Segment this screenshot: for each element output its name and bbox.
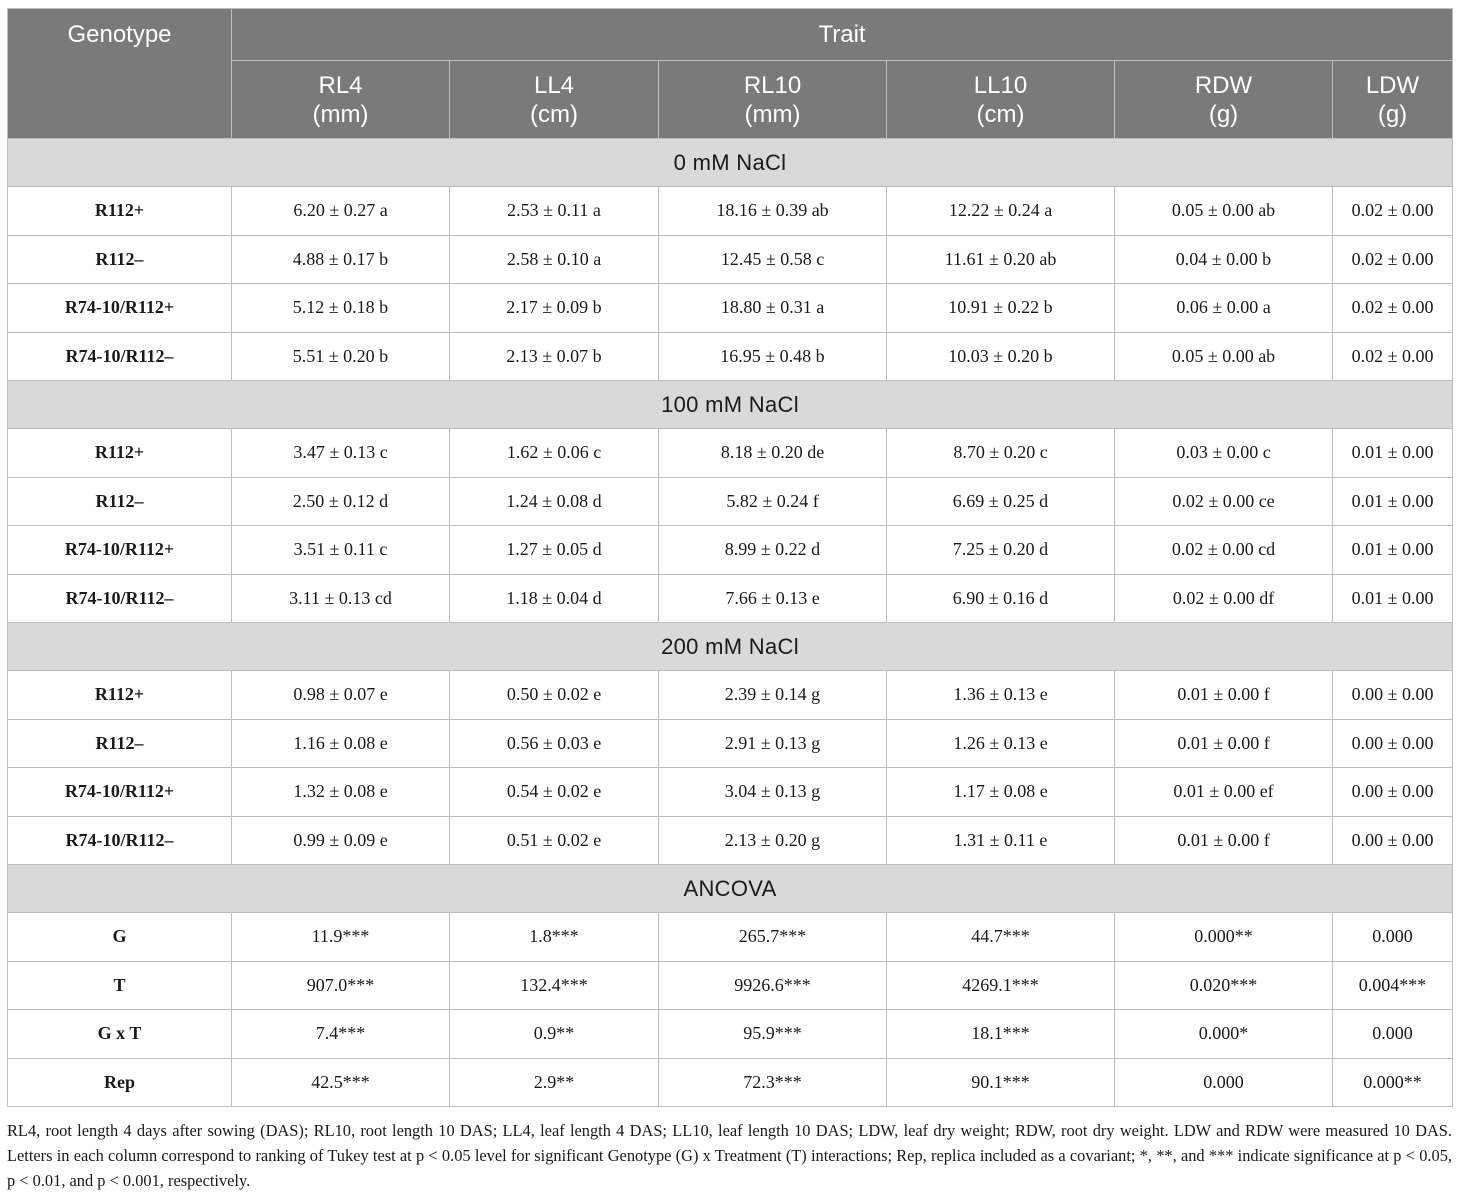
value-cell: 0.02 ± 0.00 (1333, 332, 1453, 381)
value-cell: 5.82 ± 0.24 f (659, 477, 887, 526)
value-cell: 2.91 ± 0.13 g (659, 719, 887, 768)
value-cell: 1.31 ± 0.11 e (887, 816, 1115, 865)
value-cell: 95.9*** (659, 1010, 887, 1059)
section-title: 100 mM NaCl (8, 381, 1453, 429)
trait-header: Trait (232, 9, 1453, 61)
value-cell: 6.69 ± 0.25 d (887, 477, 1115, 526)
value-cell: 3.11 ± 0.13 cd (232, 574, 450, 623)
table-row (8, 235, 1453, 284)
value-cell: 1.27 ± 0.05 d (450, 526, 659, 575)
table-body (8, 139, 1453, 1107)
value-cell: 4.88 ± 0.17 b (232, 235, 450, 284)
value-cell: 2.53 ± 0.11 a (450, 187, 659, 236)
value-cell: 8.18 ± 0.20 de (659, 429, 887, 478)
table-row (8, 284, 1453, 333)
table-row (8, 768, 1453, 817)
column-header-rl10 (659, 61, 887, 139)
genotype-cell: R74-10/R112– (8, 332, 232, 381)
value-cell: 2.17 ± 0.09 b (450, 284, 659, 333)
value-cell: 1.36 ± 0.13 e (887, 671, 1115, 720)
value-cell: 18.1*** (887, 1010, 1115, 1059)
value-cell: 5.12 ± 0.18 b (232, 284, 450, 333)
value-cell: 0.02 ± 0.00 cd (1115, 526, 1333, 575)
value-cell: 1.17 ± 0.08 e (887, 768, 1115, 817)
value-cell: 3.51 ± 0.11 c (232, 526, 450, 575)
value-cell: 3.47 ± 0.13 c (232, 429, 450, 478)
table-row (8, 1058, 1453, 1107)
value-cell: 265.7*** (659, 913, 887, 962)
genotype-cell: R112+ (8, 187, 232, 236)
column-name: LL4 (533, 71, 575, 99)
value-cell: 2.13 ± 0.07 b (450, 332, 659, 381)
value-cell: 0.00 ± 0.00 (1333, 719, 1453, 768)
genotype-cell: R112+ (8, 671, 232, 720)
table-row (8, 816, 1453, 865)
value-cell: 0.54 ± 0.02 e (450, 768, 659, 817)
genotype-cell: R74-10/R112+ (8, 284, 232, 333)
value-cell: 12.22 ± 0.24 a (887, 187, 1115, 236)
genotype-cell: R112– (8, 235, 232, 284)
value-cell: 0.02 ± 0.00 ce (1115, 477, 1333, 526)
table-row (8, 913, 1453, 962)
value-cell: 1.26 ± 0.13 e (887, 719, 1115, 768)
value-cell: 2.58 ± 0.10 a (450, 235, 659, 284)
column-name: LL10 (973, 71, 1028, 99)
value-cell: 0.04 ± 0.00 b (1115, 235, 1333, 284)
column-header-rl4 (232, 61, 450, 139)
value-cell: 0.02 ± 0.00 (1333, 187, 1453, 236)
value-cell: 18.16 ± 0.39 ab (659, 187, 887, 236)
value-cell: 0.50 ± 0.02 e (450, 671, 659, 720)
value-cell: 42.5*** (232, 1058, 450, 1107)
value-cell: 1.24 ± 0.08 d (450, 477, 659, 526)
value-cell: 8.70 ± 0.20 c (887, 429, 1115, 478)
table-row (8, 187, 1453, 236)
column-unit: (g) (1208, 100, 1239, 128)
section-title: 200 mM NaCl (8, 623, 1453, 671)
value-cell: 1.18 ± 0.04 d (450, 574, 659, 623)
column-unit: (mm) (744, 100, 801, 128)
section-row (8, 381, 1453, 429)
table-row (8, 332, 1453, 381)
value-cell: 6.20 ± 0.27 a (232, 187, 450, 236)
value-cell: 0.02 ± 0.00 (1333, 284, 1453, 333)
column-unit: (cm) (976, 100, 1025, 128)
column-header-ll10 (887, 61, 1115, 139)
genotype-cell: G (8, 913, 232, 962)
value-cell: 0.05 ± 0.00 ab (1115, 332, 1333, 381)
value-cell: 0.98 ± 0.07 e (232, 671, 450, 720)
trait-table (7, 8, 1453, 1107)
value-cell: 5.51 ± 0.20 b (232, 332, 450, 381)
value-cell: 2.13 ± 0.20 g (659, 816, 887, 865)
value-cell: 0.51 ± 0.02 e (450, 816, 659, 865)
genotype-cell: R74-10/R112+ (8, 768, 232, 817)
value-cell: 0.01 ± 0.00 (1333, 429, 1453, 478)
value-cell: 0.05 ± 0.00 ab (1115, 187, 1333, 236)
table-row (8, 961, 1453, 1010)
value-cell: 0.004*** (1333, 961, 1453, 1010)
value-cell: 2.50 ± 0.12 d (232, 477, 450, 526)
value-cell: 0.01 ± 0.00 f (1115, 719, 1333, 768)
table-footnote: RL4, root length 4 days after sowing (DAS); RL10, root length 10 DAS; LL4, leaf length 4 DAS; LL10, leaf length 10 DAS; LDW, leaf dry weight; RDW, root dry weight. LDW and RDW were measured 10 DAS. Letters in each column correspond to ranking of Tukey test at p < 0.05 level for significant Genotype (G) x Treatment (T) interactions; Rep, replica included as a covariant; *, **, and *** indicate significance at p < 0.05, p < 0.01, and p < 0.001, respectively. (7, 1121, 1452, 1190)
value-cell: 8.99 ± 0.22 d (659, 526, 887, 575)
column-unit: (mm) (312, 100, 369, 128)
value-cell: 16.95 ± 0.48 b (659, 332, 887, 381)
value-cell: 10.91 ± 0.22 b (887, 284, 1115, 333)
value-cell: 2.9** (450, 1058, 659, 1107)
value-cell: 1.8*** (450, 913, 659, 962)
value-cell: 18.80 ± 0.31 a (659, 284, 887, 333)
value-cell: 11.9*** (232, 913, 450, 962)
value-cell: 6.90 ± 0.16 d (887, 574, 1115, 623)
value-cell: 0.00 ± 0.00 (1333, 768, 1453, 817)
table-row (8, 526, 1453, 575)
column-name: RL10 (743, 71, 802, 99)
value-cell: 0.000** (1115, 913, 1333, 962)
genotype-cell: R112– (8, 719, 232, 768)
value-cell: 9926.6*** (659, 961, 887, 1010)
value-cell: 7.4*** (232, 1010, 450, 1059)
value-cell: 3.04 ± 0.13 g (659, 768, 887, 817)
genotype-header: Genotype (8, 9, 232, 139)
column-name: RL4 (318, 71, 363, 99)
section-title: ANCOVA (8, 865, 1453, 913)
table-row (8, 429, 1453, 478)
value-cell: 0.000 (1115, 1058, 1333, 1107)
value-cell: 0.01 ± 0.00 ef (1115, 768, 1333, 817)
value-cell: 0.01 ± 0.00 (1333, 477, 1453, 526)
column-header-rdw (1115, 61, 1333, 139)
value-cell: 7.25 ± 0.20 d (887, 526, 1115, 575)
value-cell: 0.06 ± 0.00 a (1115, 284, 1333, 333)
table-row (8, 1010, 1453, 1059)
value-cell: 0.01 ± 0.00 f (1115, 671, 1333, 720)
table-row (8, 719, 1453, 768)
value-cell: 44.7*** (887, 913, 1115, 962)
value-cell: 4269.1*** (887, 961, 1115, 1010)
value-cell: 0.000 (1333, 913, 1453, 962)
value-cell: 90.1*** (887, 1058, 1115, 1107)
value-cell: 0.000* (1115, 1010, 1333, 1059)
table-row (8, 574, 1453, 623)
section-title: 0 mM NaCl (8, 139, 1453, 187)
value-cell: 0.00 ± 0.00 (1333, 816, 1453, 865)
genotype-cell: R74-10/R112– (8, 816, 232, 865)
column-header-ll4 (450, 61, 659, 139)
column-name: LDW (1365, 71, 1420, 99)
genotype-cell: Rep (8, 1058, 232, 1107)
value-cell: 0.020*** (1115, 961, 1333, 1010)
value-cell: 0.01 ± 0.00 (1333, 526, 1453, 575)
value-cell: 1.32 ± 0.08 e (232, 768, 450, 817)
value-cell: 10.03 ± 0.20 b (887, 332, 1115, 381)
value-cell: 132.4*** (450, 961, 659, 1010)
genotype-cell: R74-10/R112– (8, 574, 232, 623)
column-unit: (g) (1377, 100, 1408, 128)
table-row (8, 477, 1453, 526)
value-cell: 0.000** (1333, 1058, 1453, 1107)
value-cell: 72.3*** (659, 1058, 887, 1107)
value-cell: 1.16 ± 0.08 e (232, 719, 450, 768)
value-cell: 0.01 ± 0.00 f (1115, 816, 1333, 865)
value-cell: 7.66 ± 0.13 e (659, 574, 887, 623)
section-row (8, 623, 1453, 671)
value-cell: 0.00 ± 0.00 (1333, 671, 1453, 720)
genotype-cell: G x T (8, 1010, 232, 1059)
genotype-cell: R74-10/R112+ (8, 526, 232, 575)
value-cell: 0.56 ± 0.03 e (450, 719, 659, 768)
value-cell: 0.03 ± 0.00 c (1115, 429, 1333, 478)
section-row (8, 139, 1453, 187)
value-cell: 2.39 ± 0.14 g (659, 671, 887, 720)
value-cell: 0.02 ± 0.00 df (1115, 574, 1333, 623)
value-cell: 0.02 ± 0.00 (1333, 235, 1453, 284)
genotype-cell: R112+ (8, 429, 232, 478)
value-cell: 0.99 ± 0.09 e (232, 816, 450, 865)
value-cell: 1.62 ± 0.06 c (450, 429, 659, 478)
genotype-cell: R112– (8, 477, 232, 526)
value-cell: 0.000 (1333, 1010, 1453, 1059)
column-unit: (cm) (530, 100, 578, 128)
value-cell: 0.9** (450, 1010, 659, 1059)
table-row (8, 671, 1453, 720)
section-row (8, 865, 1453, 913)
genotype-cell: T (8, 961, 232, 1010)
value-cell: 11.61 ± 0.20 ab (887, 235, 1115, 284)
value-cell: 12.45 ± 0.58 c (659, 235, 887, 284)
column-header-ldw (1333, 61, 1453, 139)
column-name: RDW (1194, 71, 1253, 99)
value-cell: 0.01 ± 0.00 (1333, 574, 1453, 623)
value-cell: 907.0*** (232, 961, 450, 1010)
